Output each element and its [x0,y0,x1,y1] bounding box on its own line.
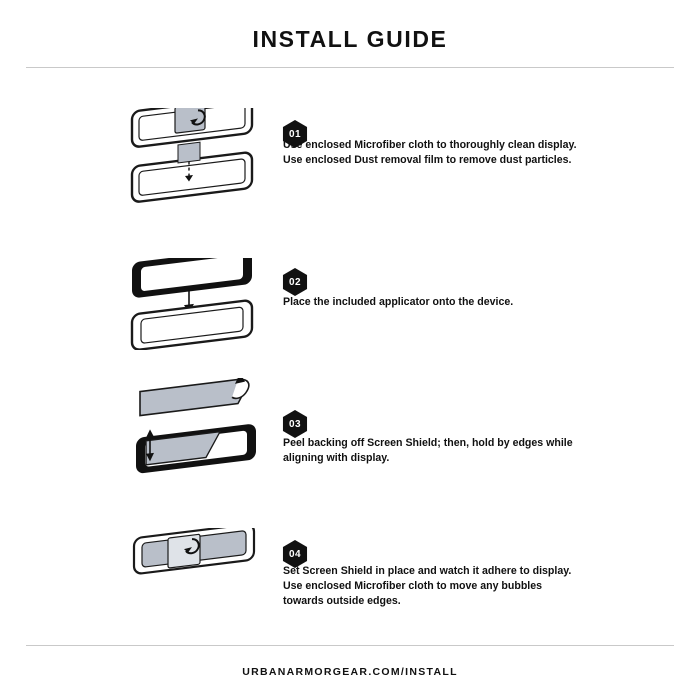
divider-top [26,67,674,68]
step-01-illustration [120,108,270,218]
step-03-illustration [120,378,280,498]
step-03-text: Peel backing off Screen Shield; then, hold by edges while aligning with display. [283,437,573,465]
step-02-number: 02 [289,276,301,288]
step-04-illustration [120,528,270,603]
page-title: INSTALL GUIDE [252,26,448,52]
step-01-text: Use enclosed Microfiber cloth to thoroughly clean display. Use enclosed Dust removal film to remove dust particles. [283,139,577,167]
step-03-badge [281,410,309,438]
step-04-text: Set Screen Shield in place and watch it adhere to display. Use enclosed Microfiber cloth to move any bubbles towards outside edges. [283,565,572,608]
step-02-text: Place the included applicator onto the device. [283,296,514,308]
divider-bottom [26,645,674,646]
step-01-number: 01 [289,128,301,140]
step-03-number: 03 [289,418,301,430]
step-02-illustration [120,258,270,355]
step-04-number: 04 [289,548,301,560]
step-02-badge [281,268,309,296]
footer-url: URBANARMORGEAR.COM/INSTALL [242,666,458,678]
